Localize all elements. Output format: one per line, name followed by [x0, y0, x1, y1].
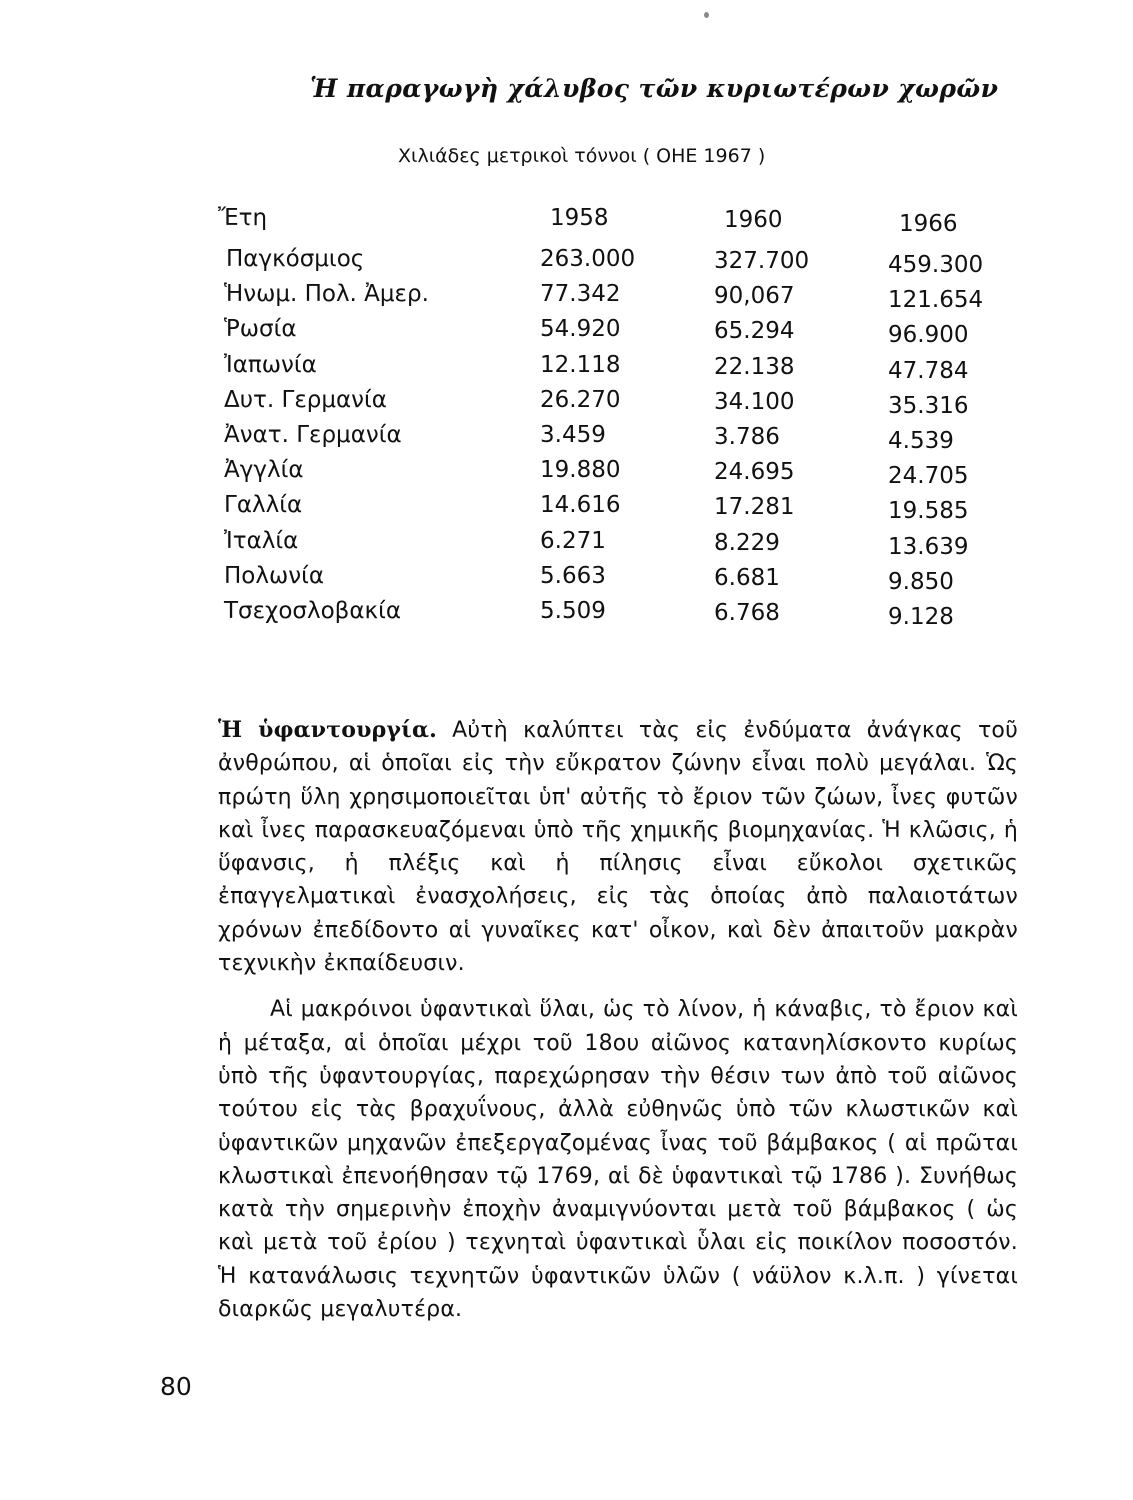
steel-value-1966: 13.639	[888, 534, 969, 560]
steel-value-1960: 6.681	[714, 565, 780, 591]
year-header-1960: 1960	[724, 207, 783, 233]
paragraph-fibres: Αἱ μακρόινοι ὑφαντικαὶ ὕλαι, ὡς τὸ λίνον, ἡ κάναβις, τὸ ἔριον καὶ ἡ μέταξα, αἱ ὁποῖαι μέχρι τοῦ 18ου αἰῶνος κατανηλίσκοντο κυρίως ὑπὸ τῆς ὑφαντουργίας, παρεχώρησαν τὴν θέσιν των ἀπὸ τοῦ αἰῶνος τούτου εἰς τὰς βραχυΐνους, ἀλλὰ εὐθηνῶς ὑπὸ τῶν κλωστικῶν καὶ ὑφαντικῶν μηχανῶν ἐπεξεργαζομένας ἶνας τοῦ βάμβακος ( αἱ πρῶται κλωστικαὶ ἐπενοήθησαν τῷ 1769, αἱ δὲ ὑφαντικαὶ τῷ 1786 ). Συνήθως κατὰ τὴν σημερινὴν ἐποχὴν ἀναμιγνύονται μετὰ τοῦ βάμβακος ( ὡς καὶ μετὰ τοῦ ἐρίου ) τεχνηταὶ ὑφαντικαὶ ὗλαι εἰς ποικίλον ποσοστόν. Ἡ κατανάλωσις τεχνητῶν ὑφαντικῶν ὑλῶν ( νάϋλον κ.λ.π. ) γίνεται διαρκῶς μεγαλυτέρα.	[218, 997, 1018, 1323]
paragraph-textiles	[218, 714, 1018, 980]
steel-value-1966: 35.316	[888, 393, 969, 419]
steel-value-1960: 6.768	[714, 600, 780, 626]
steel-value-1966: 47.784	[888, 358, 969, 384]
country-name: Πολωνία	[224, 563, 325, 589]
steel-value-1958: 5.509	[540, 598, 606, 624]
speck-mark	[704, 12, 709, 18]
body-text	[218, 714, 1018, 1326]
year-header-label: Ἔτη	[218, 205, 268, 231]
country-name: Ἰταλία	[224, 528, 299, 554]
country-name: Ἡνωμ. Πολ. Ἀμερ.	[224, 281, 429, 307]
steel-value-1958: 6.271	[540, 528, 606, 554]
steel-value-1966: 4.539	[888, 428, 954, 454]
country-name: Δυτ. Γερμανία	[224, 387, 387, 413]
steel-value-1958: 54.920	[540, 316, 621, 342]
steel-value-1966: 19.585	[888, 498, 969, 524]
year-header-1958: 1958	[550, 205, 609, 231]
steel-value-1966: 9.850	[888, 569, 954, 595]
steel-value-1958: 3.459	[540, 422, 606, 448]
steel-value-1958: 26.270	[540, 387, 621, 413]
steel-value-1960: 65.294	[714, 318, 795, 344]
table-title: Ἡ παραγωγὴ χάλυβος τῶν κυριωτέρων χωρῶν	[310, 74, 999, 103]
steel-value-1960: 24.695	[714, 459, 795, 485]
steel-value-1966: 459.300	[888, 252, 984, 278]
steel-value-1958: 12.118	[540, 352, 621, 378]
steel-value-1958: 5.663	[540, 563, 606, 589]
steel-value-1966: 121.654	[888, 287, 984, 313]
steel-value-1966: 24.705	[888, 463, 969, 489]
steel-value-1958: 14.616	[540, 492, 621, 518]
steel-value-1960: 34.100	[714, 389, 795, 415]
steel-value-1966: 9.128	[888, 604, 954, 630]
page-number: 80	[160, 1372, 192, 1401]
steel-value-1958: 263.000	[540, 246, 636, 272]
steel-value-1958: 19.880	[540, 457, 621, 483]
steel-value-1960: 90,067	[714, 283, 795, 309]
steel-value-1958: 77.342	[540, 281, 621, 307]
country-name: Γαλλία	[224, 492, 303, 518]
steel-value-1960: 8.229	[714, 530, 780, 556]
steel-value-1966: 96.900	[888, 322, 969, 348]
steel-value-1960: 3.786	[714, 424, 780, 450]
country-name: Παγκόσμιος	[226, 246, 365, 272]
paragraph-heading: Ἡ ὑφαντουργία.	[218, 717, 437, 743]
country-name: Ἰαπωνία	[224, 352, 317, 378]
country-name: Ἀγγλία	[224, 457, 304, 483]
table-subtitle: Χιλιάδες μετρικοὶ τόννοι ( ΟΗΕ 1967 )	[398, 145, 766, 167]
steel-value-1960: 17.281	[714, 494, 795, 520]
paragraph-text: Αὐτὴ καλύπτει τὰς εἰς ἐνδύματα ἀνάγκας τοῦ ἀνθρώπου, αἱ ὁποῖαι εἰς τὴν εὔκρατον ζώνην εἶναι πολὺ μεγάλαι. Ὡς πρώτη ὕλη χρησιμοποιεῖται ὑπ' αὐτῆς τὸ ἔριον τῶν ζώων, ἶνες φυτῶν καὶ ἶνες παρασκευαζόμεναι ὑπὸ τῆς χημικῆς βιομηχανίας. Ἡ κλῶσις, ἡ ὕφανσις, ἡ πλέξις καὶ ἡ πίλησις εἶναι εὔκολοι σχετικῶς ἐπαγγελματικαὶ ἐνασχολήσεις, εἰς τὰς ὁποίας ἀπὸ παλαιοτάτων χρόνων ἐπεδίδοντο αἱ γυναῖκες κατ' οἶκον, καὶ δὲν ἀπαιτοῦν μακρὰν τεχνικὴν ἐκπαίδευσιν.	[218, 718, 1018, 977]
country-name: Ἀνατ. Γερμανία	[224, 422, 402, 448]
year-header-1966: 1966	[899, 211, 958, 237]
steel-value-1960: 327.700	[714, 248, 810, 274]
country-name: Ῥωσία	[224, 316, 297, 342]
country-name: Τσεχοσλοβακία	[224, 598, 402, 624]
steel-value-1960: 22.138	[714, 354, 795, 380]
